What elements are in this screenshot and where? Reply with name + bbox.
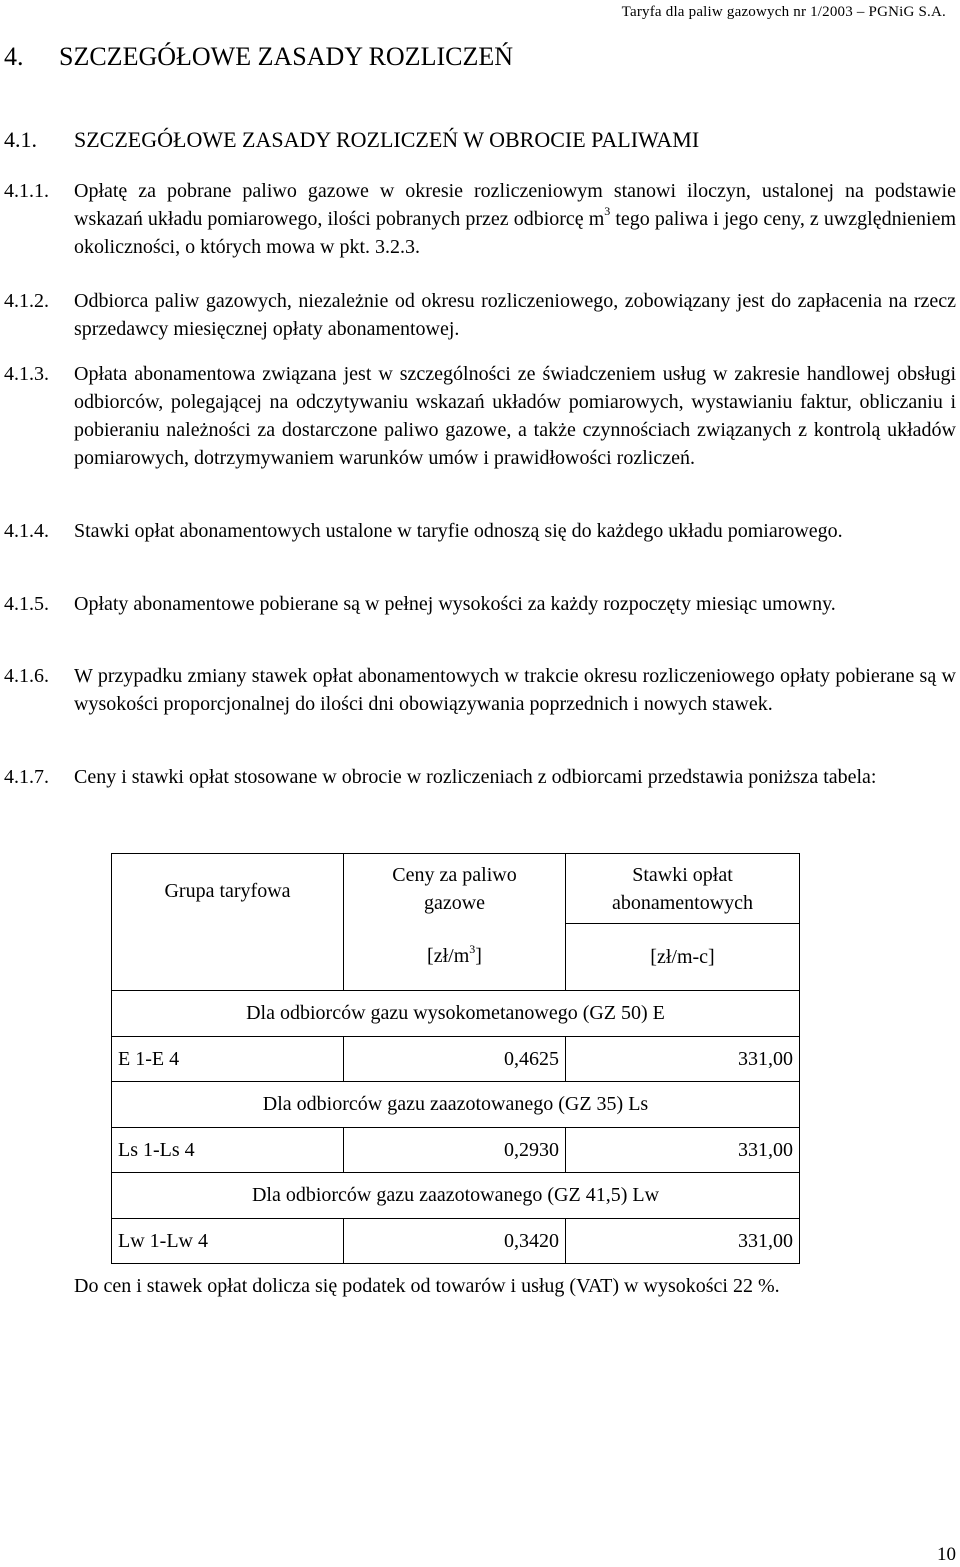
paragraph-number: 4.1.1. — [4, 180, 49, 202]
cell-price: 0,2930 — [344, 1128, 566, 1173]
paragraph-4-1-2 — [4, 287, 956, 343]
paragraph-text-part: tego paliwa i jego ceny, z uwzględnieniem okoliczności, o których mowa w pkt. 3.2.3. — [74, 208, 957, 258]
unit-price — [344, 924, 566, 991]
table-row — [112, 1128, 800, 1173]
section-title-cell: Dla odbiorców gazu wysokometanowego (GZ 50) E — [112, 991, 800, 1037]
section-title-row — [112, 1082, 800, 1128]
paragraph-text-part: Opłatę za pobrane paliwo gazowe w okresie rozliczeniowym stanowi iloczyn, ustalonej na podstawie wskazań układu pomiarowego, ilości pobranych przez odbiorcę m — [74, 180, 956, 230]
paragraph-number: 4.1.6. — [4, 665, 49, 687]
header-price — [344, 854, 566, 924]
paragraph-text: Opłaty abonamentowe pobierane są w pełnej wysokości za każdy rozpoczęty miesiąc umowny. — [74, 593, 836, 615]
cell-price: 0,3420 — [344, 1219, 566, 1264]
subsection-number: 4.1. — [4, 127, 37, 152]
unit-price-text: [zł/m — [427, 945, 470, 968]
paragraph-number: 4.1.7. — [4, 766, 49, 788]
paragraph-4-1-3 — [4, 360, 956, 472]
paragraph-number: 4.1.2. — [4, 290, 49, 312]
unit-price-sup: 3 — [469, 941, 476, 956]
unit-price-bracket: ] — [475, 945, 482, 968]
paragraph-text: Odbiorca paliw gazowych, niezależnie od okresu rozliczeniowego, zobowiązany jest do zapłacenia na rzecz sprzedawcy miesięcznej opłaty abonamentowej. — [74, 290, 956, 340]
cell-fee: 331,00 — [566, 1037, 800, 1082]
paragraph-4-1-5 — [4, 590, 956, 618]
cell-group: Lw 1-Lw 4 — [112, 1219, 344, 1264]
header-group: Grupa taryfowa — [112, 854, 344, 991]
paragraph-text: Opłata abonamentowa związana jest w szczególności ze świadczeniem usług w zakresie handlowej obsługi odbiorców, polegającej na odczytywaniu wskazań układów pomiarowych, wystawianiu faktur, obliczaniu i pobieraniu należności za dostarczone paliwo gazowe, a także czynnościach związanych z kontrolą układów pomiarowych, dotrzymywaniem warunków umów i prawidłowości rozliczeń. — [74, 363, 956, 469]
header-price-line2: gazowe — [423, 891, 486, 914]
paragraph-text — [74, 177, 956, 261]
section-title-cell: Dla odbiorców gazu zaazotowanego (GZ 41,5) Lw — [112, 1173, 800, 1219]
page-number: 10 — [937, 1544, 956, 1565]
section-title-row — [112, 1173, 800, 1219]
header-fee — [566, 854, 800, 924]
cell-group: E 1-E 4 — [112, 1037, 344, 1082]
paragraph-text: W przypadku zmiany stawek opłat abonamentowych w trakcie okresu rozliczeniowego opłaty pobierane są w wysokości proporcjonalnej do ilości dni obowiązywania poprzednich i nowych stawek. — [74, 665, 956, 715]
paragraph-4-1-6 — [4, 662, 956, 718]
paragraph-number: 4.1.3. — [4, 363, 49, 385]
table-row — [112, 1037, 800, 1082]
table-header-row — [112, 854, 800, 924]
cell-fee: 331,00 — [566, 1219, 800, 1264]
subsection-title: SZCZEGÓŁOWE ZASADY ROZLICZEŃ W OBROCIE PALIWAMI — [74, 127, 700, 152]
paragraph-4-1-1 — [4, 177, 956, 261]
section-title-cell: Dla odbiorców gazu zaazotowanego (GZ 35) Ls — [112, 1082, 800, 1128]
header-price-line1: Ceny za paliwo — [392, 863, 517, 886]
header-fee-line1: Stawki opłat — [632, 863, 733, 886]
paragraph-number: 4.1.5. — [4, 593, 49, 615]
paragraph-4-1-4 — [4, 517, 956, 545]
paragraph-4-1-7 — [4, 763, 956, 791]
cell-fee: 331,00 — [566, 1128, 800, 1173]
section-title-row — [112, 991, 800, 1037]
running-header: Taryfa dla paliw gazowych nr 1/2003 – PGNiG S.A. — [621, 4, 946, 20]
header-fee-line2: abonamentowych — [611, 891, 754, 914]
unit-fee: [zł/m-c] — [566, 924, 800, 991]
table-row — [112, 1219, 800, 1264]
section-number: 4. — [4, 42, 24, 71]
paragraph-text: Stawki opłat abonamentowych ustalone w taryfie odnoszą się do każdego układu pomiarowego. — [74, 520, 843, 542]
paragraph-number: 4.1.4. — [4, 520, 49, 542]
section-heading — [4, 42, 513, 72]
subsection-heading — [4, 127, 699, 153]
superscript-cubic: 3 — [604, 204, 611, 219]
section-title: SZCZEGÓŁOWE ZASADY ROZLICZEŃ — [59, 42, 513, 71]
cell-price: 0,4625 — [344, 1037, 566, 1082]
paragraph-text: Ceny i stawki opłat stosowane w obrocie w rozliczeniach z odbiorcami przedstawia poniższa tabela: — [74, 766, 877, 788]
tariff-table — [111, 853, 800, 1264]
vat-note: Do cen i stawek opłat dolicza się podatek od towarów i usług (VAT) w wysokości 22 %. — [74, 1275, 780, 1297]
cell-group: Ls 1-Ls 4 — [112, 1128, 344, 1173]
